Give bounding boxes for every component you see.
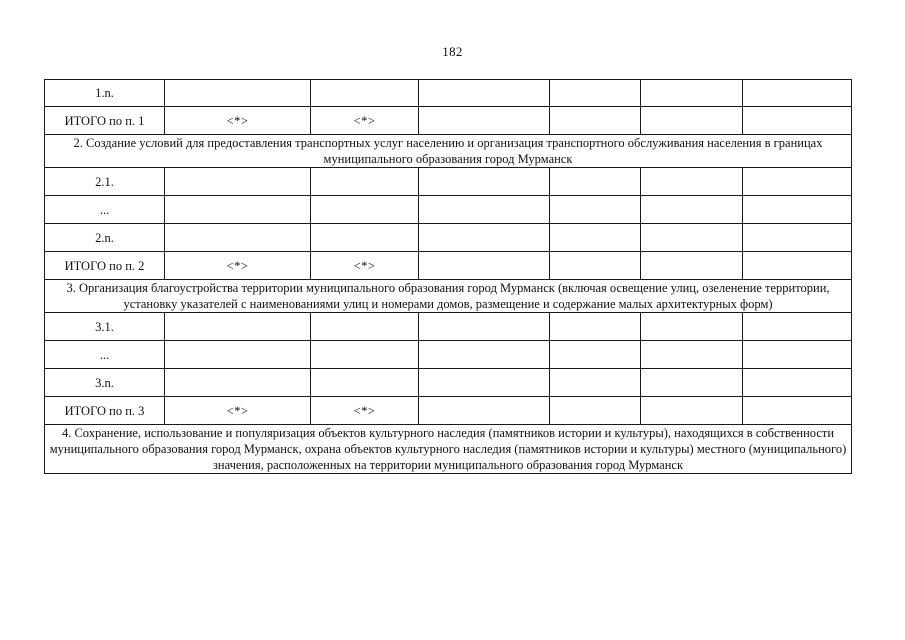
table-cell <box>641 196 743 224</box>
table-cell <box>550 313 641 341</box>
table-cell <box>311 341 419 369</box>
marker-cell: <*> <box>165 107 311 135</box>
marker-cell: <*> <box>311 252 419 280</box>
table-cell <box>641 313 743 341</box>
table-cell <box>419 252 550 280</box>
table-cell <box>550 224 641 252</box>
table-row <box>45 168 852 196</box>
table-cell <box>165 313 311 341</box>
table-cell <box>743 313 852 341</box>
table-cell <box>165 168 311 196</box>
marker-cell: <*> <box>311 107 419 135</box>
table-cell <box>550 107 641 135</box>
table-cell <box>641 369 743 397</box>
table-cell <box>743 224 852 252</box>
table-cell <box>165 196 311 224</box>
table-cell <box>165 341 311 369</box>
table-cell <box>641 341 743 369</box>
section-title-2: 2. Создание условий для предоставления транспортных услуг населению и организация транспортного обслуживания населения в границах муниципального образования город Мурманск <box>45 135 852 168</box>
page-number: 182 <box>442 44 463 59</box>
table-cell <box>311 168 419 196</box>
table-cell <box>641 80 743 107</box>
table-cell <box>743 107 852 135</box>
table-row <box>45 252 852 280</box>
table-cell <box>419 369 550 397</box>
table-cell <box>311 369 419 397</box>
row-label-2-1: 2.1. <box>45 168 165 196</box>
table-cell <box>311 313 419 341</box>
table-row <box>45 341 852 369</box>
row-label-itogo-1: ИТОГО по п. 1 <box>45 107 165 135</box>
table-cell <box>311 224 419 252</box>
marker-cell: <*> <box>311 397 419 425</box>
table-cell <box>743 196 852 224</box>
table-cell <box>165 369 311 397</box>
section-header-row <box>45 280 852 313</box>
table-cell <box>743 369 852 397</box>
table-row <box>45 397 852 425</box>
table-cell <box>311 196 419 224</box>
section-header-row <box>45 135 852 168</box>
report-table <box>44 79 852 474</box>
table-cell <box>419 224 550 252</box>
table-cell <box>641 224 743 252</box>
table-cell <box>419 80 550 107</box>
marker-cell: <*> <box>165 397 311 425</box>
row-label-itogo-3: ИТОГО по п. 3 <box>45 397 165 425</box>
table-cell <box>743 341 852 369</box>
table-cell <box>165 224 311 252</box>
table-cell <box>550 341 641 369</box>
table-cell <box>743 252 852 280</box>
table-cell <box>311 80 419 107</box>
table-cell <box>743 168 852 196</box>
row-label-3-dots: ... <box>45 341 165 369</box>
section-header-row <box>45 425 852 474</box>
row-label-itogo-2: ИТОГО по п. 2 <box>45 252 165 280</box>
table-cell <box>550 168 641 196</box>
table-cell <box>419 397 550 425</box>
row-label-1n: 1.n. <box>45 80 165 107</box>
table-row <box>45 107 852 135</box>
row-label-3-1: 3.1. <box>45 313 165 341</box>
table-cell <box>641 107 743 135</box>
table-cell <box>419 341 550 369</box>
table-cell <box>550 397 641 425</box>
table-cell <box>419 196 550 224</box>
section-title-4: 4. Сохранение, использование и популяризация объектов культурного наследия (памятников истории и культуры), находящихся в собственности муниципального образования город Мурманск, охрана объектов культурного наследия (памятников истории и культуры) местного (муниципального) значения, расположенных на территории муниципального образования город Мурманск <box>45 425 852 474</box>
table-cell <box>641 252 743 280</box>
table-row <box>45 369 852 397</box>
table-cell <box>550 80 641 107</box>
table-row <box>45 80 852 107</box>
table-cell <box>550 196 641 224</box>
table-cell <box>641 397 743 425</box>
table-cell <box>641 168 743 196</box>
table-cell <box>419 313 550 341</box>
table-cell <box>550 252 641 280</box>
table-row <box>45 224 852 252</box>
table-cell <box>743 397 852 425</box>
row-label-2-dots: ... <box>45 196 165 224</box>
table-cell <box>743 80 852 107</box>
table-cell <box>419 168 550 196</box>
table-row <box>45 196 852 224</box>
row-label-2n: 2.n. <box>45 224 165 252</box>
table-row <box>45 313 852 341</box>
marker-cell: <*> <box>165 252 311 280</box>
section-title-3: 3. Организация благоустройства территории муниципального образования город Мурманск (включая освещение улиц, озеленение территории, установку указателей с наименованиями улиц и номерами домов, размещение и содержание малых архитектурных форм) <box>45 280 852 313</box>
table-cell <box>419 107 550 135</box>
table-cell <box>165 80 311 107</box>
row-label-3n: 3.n. <box>45 369 165 397</box>
table-cell <box>550 369 641 397</box>
